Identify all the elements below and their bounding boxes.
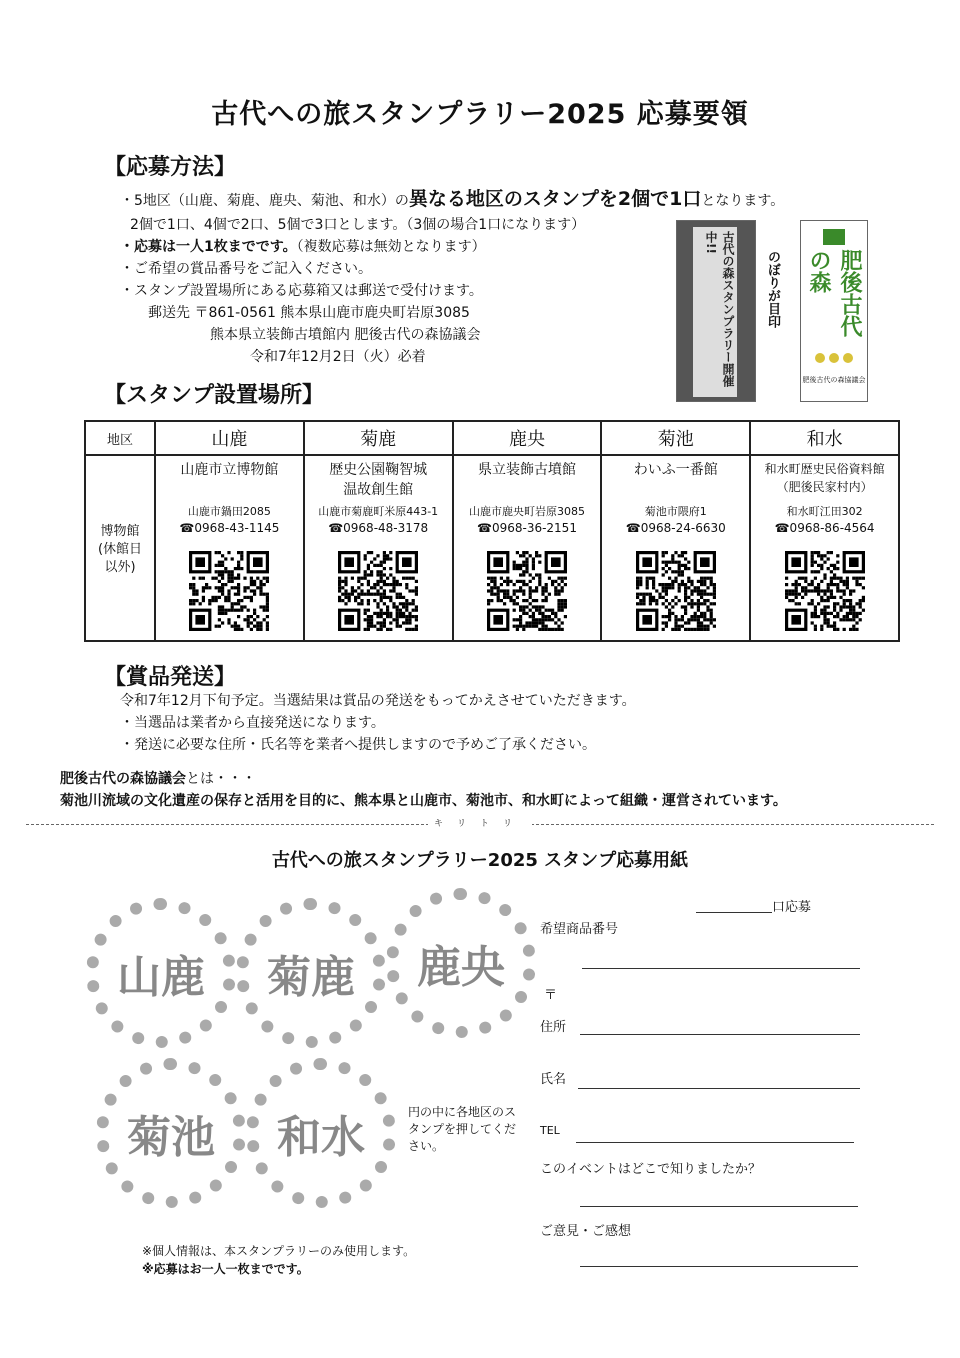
stamp-circle-kao[interactable]: 鹿央 — [386, 888, 536, 1038]
venue-address: 山鹿市鍋田2085 — [187, 505, 271, 518]
stamp-circle-yamaga[interactable]: 山鹿 — [86, 898, 236, 1048]
stamp-circle-kikuka[interactable]: 菊鹿 — [236, 898, 386, 1048]
apply-line-4: ・ご希望の賞品番号をご記入ください。 — [120, 261, 372, 277]
venue-name-line: 和水町歴史民俗資料館 — [764, 462, 885, 476]
apply-line-2: 2個で1口、4個で2口、5個で3口とします。（3個の場合1口になります） — [130, 217, 586, 233]
table-header-row — [85, 421, 899, 455]
venue-tel: ☎0968-43-1145 — [179, 521, 280, 535]
dot-icon — [829, 353, 839, 363]
apply-line-1a: ・5地区（山鹿、菊鹿、鹿央、菊池、和水）の — [120, 193, 409, 209]
mailing-recipient: 熊本県立装飾古墳館内 肥後古代の森協議会 — [210, 327, 481, 343]
banner-illustration — [800, 220, 868, 402]
prize-line-2: ・当選品は業者から直接発送になります。 — [120, 715, 385, 731]
limit-note: ※応募はお一人一枚までです。 — [142, 1262, 309, 1276]
form-title: 古代への旅スタンプラリー2025 スタンプ応募用紙 — [271, 850, 689, 871]
venue-name-line: 県立装飾古墳館 — [477, 462, 576, 478]
circle-note: 円の中に各地区のスタンプを押してください。 — [408, 1105, 517, 1153]
banner-photo-text: 古代の森スタンプラリー開催中!! — [693, 227, 737, 397]
row-label — [85, 455, 155, 641]
venue-name — [156, 460, 303, 504]
venue-cell — [601, 455, 750, 641]
apply-line-1b: 異なる地区のスタンプを2個で1口 — [408, 188, 702, 210]
cut-label — [0, 816, 960, 829]
prize-number-label: 希望商品番号 — [540, 922, 619, 937]
venue-address: 山鹿市鹿央町岩原3085 — [468, 505, 585, 518]
council-intro — [60, 768, 256, 790]
apply-line-3b: （複数応募は無効となります） — [296, 239, 486, 255]
how-known-label: このイベントはどこで知りましたか？ — [540, 1162, 762, 1177]
table-row — [85, 455, 899, 641]
venue-address: 和水町江田302 — [786, 505, 863, 518]
venue-name-line2: 温故創生館 — [343, 482, 414, 498]
dot-icon — [815, 353, 825, 363]
apply-line-3a: ・応募は一人1枚までです。 — [120, 239, 297, 255]
venue-name-line: 歴史公園鞠智城 — [329, 462, 428, 478]
qr-code-icon[interactable] — [189, 551, 269, 631]
tel-label: TEL — [540, 1124, 560, 1137]
prize-line-1: 令和7年12月下旬予定。当選結果は賞品の発送をもってかえさせていただきます。 — [120, 693, 636, 709]
venue-tel: ☎0968-86-4564 — [774, 521, 875, 535]
apply-line-5: ・スタンプ設置場所にある応募箱又は郵送で受付けます。 — [120, 283, 483, 299]
area-name: 菊池 — [601, 421, 750, 455]
venue-address: 菊池市隈府1 — [644, 505, 707, 518]
banner-note: のぼりが目印 — [765, 250, 780, 328]
name-field[interactable] — [578, 1088, 860, 1089]
stamp-circle-nagomi[interactable]: 和水 — [246, 1058, 396, 1208]
units-line — [696, 912, 772, 913]
council-name: 肥後古代の森協議会 — [60, 771, 186, 787]
banner-title: 肥後古代の森 — [806, 249, 862, 337]
address-label: 住所 — [540, 1020, 567, 1035]
units-label: 口応募 — [772, 900, 812, 915]
apply-line-1 — [120, 188, 784, 212]
venue-cell — [453, 455, 602, 641]
stamp-places-heading: 【スタンプ設置場所】 — [104, 383, 325, 408]
venue-address: 山鹿市菊鹿町米原443-1 — [318, 505, 439, 518]
venue-name — [454, 460, 601, 504]
venue-tel: ☎0968-48-3178 — [328, 521, 429, 535]
venue-name-line: 山鹿市立博物館 — [180, 462, 279, 478]
council-desc: 菊池川流域の文化遺産の保存と活用を目的に、熊本県と山鹿市、菊池市、和水町によって組織・運営されています。 — [60, 793, 787, 809]
banner-footer: 肥後古代の森協議会 — [802, 376, 866, 384]
apply-heading: 【応募方法】 — [104, 155, 237, 180]
prize-line-3: ・発送に必要な住所・氏名等を業者へ提供しますので予めご了承ください。 — [120, 737, 596, 753]
tel-field[interactable] — [576, 1142, 854, 1143]
how-known-field[interactable] — [580, 1206, 858, 1207]
banner-dots — [801, 353, 867, 363]
privacy-note: ※個人情報は、本スタンプラリーのみ使用します。 — [142, 1244, 416, 1258]
page-title: 古代への旅スタンプラリー2025 応募要領 — [211, 99, 749, 130]
venue-name-line2: （肥後民家村内） — [776, 480, 873, 494]
area-name: 鹿央 — [453, 421, 602, 455]
stamp-places-table — [84, 420, 900, 642]
stamp-circle-kikuchi[interactable]: 菊池 — [96, 1058, 246, 1208]
postal-label: 〒 — [544, 988, 558, 1003]
comments-label: ご意見・ご感想 — [540, 1224, 632, 1239]
units-field[interactable] — [696, 896, 772, 913]
dot-icon — [843, 353, 853, 363]
row-label-text: 博物館 (休館日 以外) — [97, 524, 143, 575]
venue-tel: ☎0968-36-2151 — [477, 521, 577, 535]
deadline: 令和7年12月2日（火）必着 — [250, 349, 426, 365]
prize-heading: 【賞品発送】 — [104, 665, 237, 690]
header-area-label: 地区 — [85, 421, 155, 455]
comments-field[interactable] — [580, 1266, 858, 1267]
qr-code-icon[interactable] — [487, 551, 567, 631]
cut-label-text: キリトリ — [428, 819, 532, 829]
venue-tel: ☎0968-24-6630 — [625, 521, 726, 535]
prize-number-field[interactable] — [582, 968, 860, 969]
venue-cell — [304, 455, 453, 641]
apply-line-3 — [120, 236, 486, 258]
qr-code-icon[interactable] — [636, 551, 716, 631]
building-icon — [823, 229, 845, 245]
council-name-suffix: とは・・・ — [186, 771, 256, 787]
venue-name — [305, 460, 452, 504]
venue-name — [602, 460, 749, 504]
qr-code-icon[interactable] — [785, 551, 865, 631]
banner-photo — [676, 220, 756, 402]
apply-line-1c: となります。 — [701, 193, 785, 209]
area-name: 山鹿 — [155, 421, 304, 455]
venue-name-line: わいふ一番館 — [633, 462, 718, 478]
area-name: 菊鹿 — [304, 421, 453, 455]
venue-cell — [750, 455, 899, 641]
qr-code-icon[interactable] — [338, 551, 418, 631]
name-label: 氏名 — [540, 1072, 567, 1087]
area-name: 和水 — [750, 421, 899, 455]
venue-cell — [155, 455, 304, 641]
address-field[interactable] — [580, 1034, 860, 1035]
mailing-address: 郵送先 〒861-0561 熊本県山鹿市鹿央町岩原3085 — [148, 305, 470, 321]
venue-name — [751, 460, 898, 504]
